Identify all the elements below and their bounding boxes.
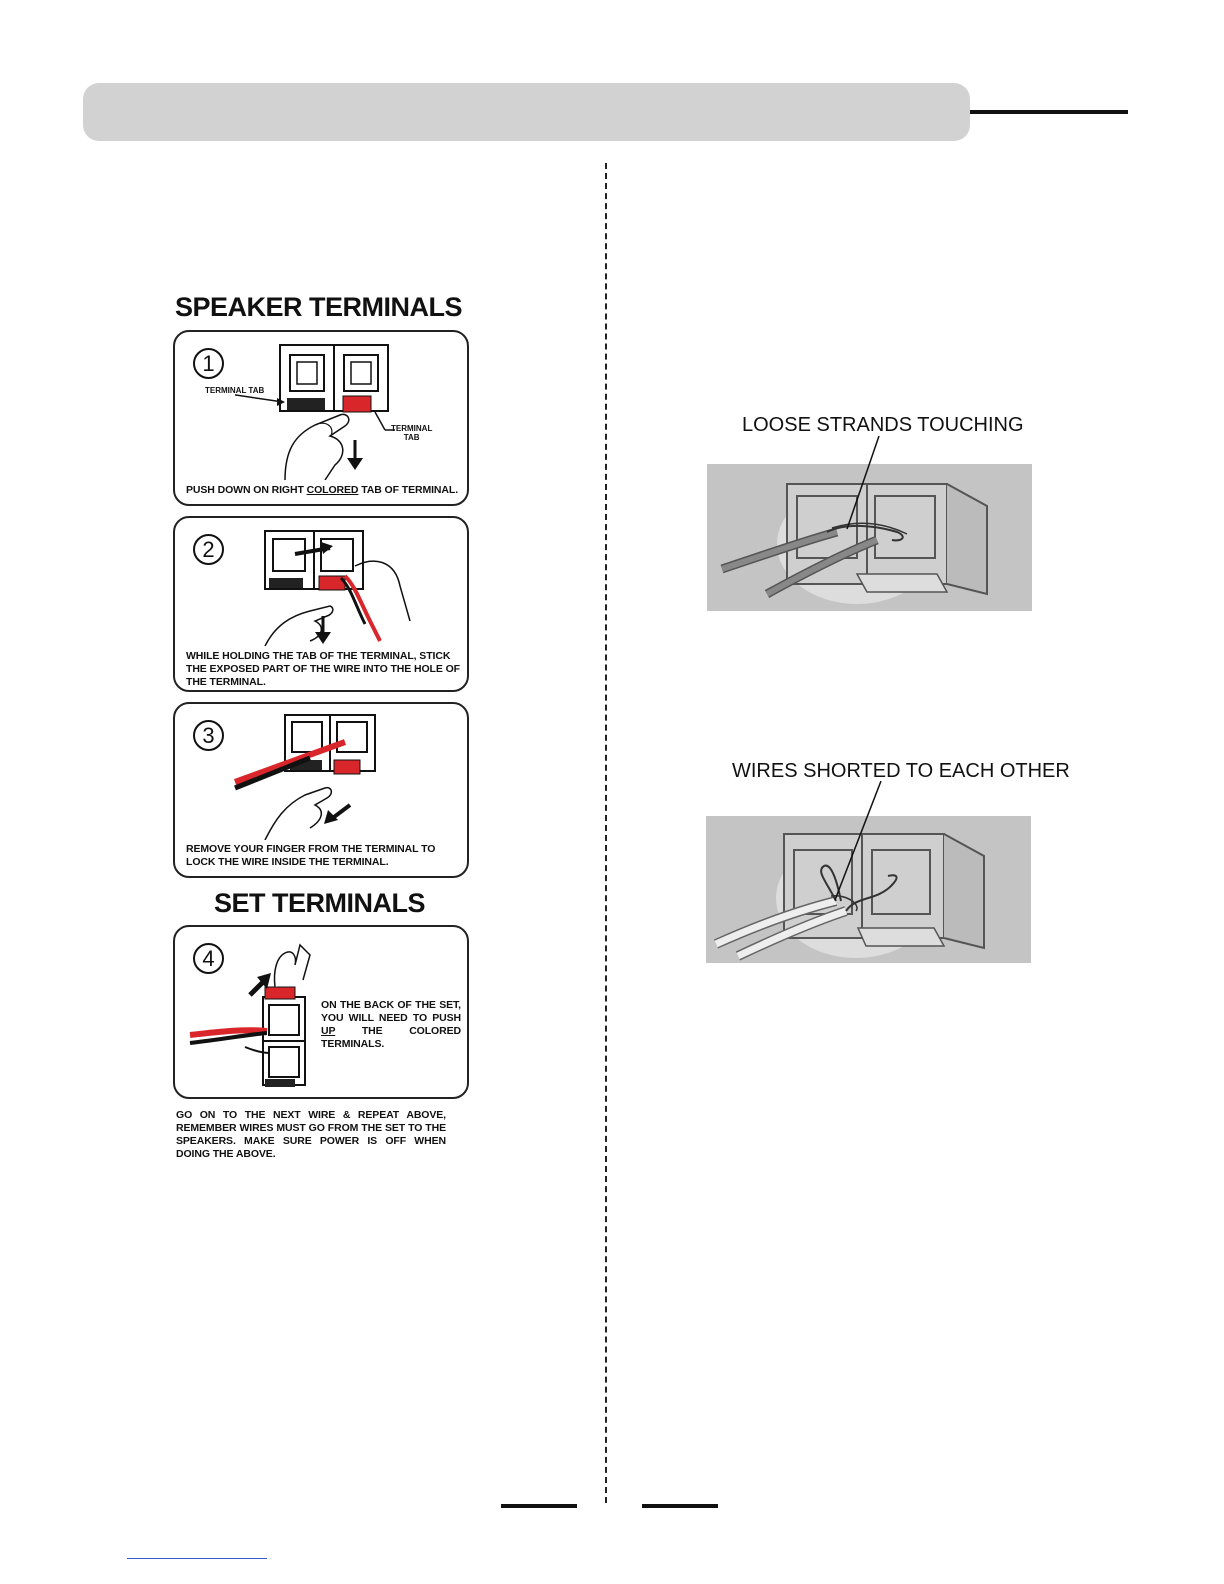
footer-link-underline xyxy=(127,1558,267,1559)
step-3-number: 3 xyxy=(193,720,224,751)
step-3-illustration xyxy=(230,710,430,840)
step-4-panel xyxy=(173,925,469,1099)
loose-strands-pointer xyxy=(846,436,880,530)
step-4-caption: ON THE BACK OF THE SET, YOU WILL NEED TO PUSH UP THE COLORED TERMINALS. xyxy=(321,999,461,1050)
step-2-caption: WHILE HOLDING THE TAB OF THE TERMINAL, STICK THE EXPOSED PART OF THE WIRE INTO THE HOLE OF THE TERMINAL. xyxy=(186,650,460,688)
step-2-number: 2 xyxy=(193,534,224,565)
wires-shorted-label: WIRES SHORTED TO EACH OTHER xyxy=(732,760,1070,782)
step-1-caption: PUSH DOWN ON RIGHT COLORED TAB OF TERMINAL. xyxy=(186,484,459,496)
header-bar xyxy=(83,83,970,141)
terminal-tab-label-right: TERMINAL TAB xyxy=(391,424,433,442)
step-2-illustration xyxy=(235,526,415,646)
loose-strands-label: LOOSE STRANDS TOUCHING xyxy=(742,414,1024,436)
footer-rule-left xyxy=(501,1504,577,1508)
step-1-illustration xyxy=(235,340,395,480)
speaker-terminals-title: SPEAKER TERMINALS xyxy=(175,292,463,322)
step-3-caption: REMOVE YOUR FINGER FROM THE TERMINAL TO LOCK THE WIRE INSIDE THE TERMINAL. xyxy=(186,843,436,868)
repeat-note: GO ON TO THE NEXT WIRE & REPEAT ABOVE, REMEMBER WIRES MUST GO FROM THE SET TO THE SPEAKERS. MAKE SURE POWER IS OFF WHEN DOING THE ABOVE. xyxy=(176,1109,446,1160)
set-terminals-title: SET TERMINALS xyxy=(214,888,426,918)
step-2-panel xyxy=(173,516,469,692)
footer-rule-right xyxy=(642,1504,718,1508)
step-4-number: 4 xyxy=(193,943,224,974)
step-4-illustration xyxy=(185,935,325,1095)
header-rule xyxy=(970,110,1128,114)
terminal-tab-label-left: TERMINAL TAB xyxy=(205,386,265,395)
step-1-number: 1 xyxy=(193,348,224,379)
column-divider xyxy=(605,163,607,1503)
wires-shorted-pointer xyxy=(834,781,882,901)
step-1-panel xyxy=(173,330,469,506)
step-3-panel xyxy=(173,702,469,878)
